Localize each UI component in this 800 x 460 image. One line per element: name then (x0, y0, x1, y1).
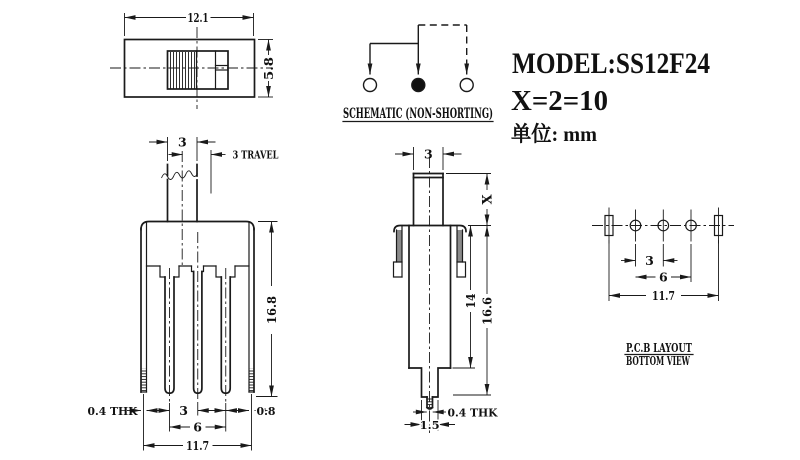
side-view (394, 147, 499, 434)
pcb-caption-line2: BOTTOM VIEW (626, 354, 691, 368)
dim-label-front-thk: 0.4 THK (87, 404, 139, 418)
front-view (88, 135, 279, 454)
side-body-top (394, 226, 466, 232)
dim-label-front-knob-width: 3 (177, 134, 187, 150)
dim-label-pcb-span: 6 (658, 269, 668, 285)
model-number: MODEL:SS12F24 (512, 47, 710, 80)
pcb-crosshairs (609, 208, 719, 244)
terminal-2-common-filled (412, 79, 425, 92)
dim-label-pin-pitch: 3 (179, 403, 188, 418)
dim-label-x: X (480, 194, 496, 205)
terminal-1-open (364, 79, 377, 92)
dim-label-leg: 0.8 (256, 403, 276, 418)
schematic-caption: SCHEMATIC (NON-SHORTING) (343, 106, 493, 122)
dim-label-side-total-height: 16.6 (479, 294, 495, 325)
pcb-view (592, 208, 734, 369)
dim-label-tip-width: 1.5 (419, 418, 440, 432)
dim-label-travel: 3 TRAVEL (232, 147, 279, 162)
units-label: 单位: mm (511, 122, 598, 146)
side-knob (414, 174, 444, 226)
knob-hatching (171, 52, 195, 89)
dim-label-side-knob-width: 3 (424, 146, 433, 162)
dim-label-pcb-pitch: 3 (645, 253, 654, 268)
title-block (511, 47, 710, 146)
dim-label-pcb-total: 11.7 (652, 288, 675, 303)
dim-label-front-height: 16.8 (263, 293, 279, 324)
dim-label-top-height: 5.8 (260, 58, 276, 80)
right-leg-hatch (249, 369, 253, 392)
dim-label-side-thk: 0.4 THK (447, 405, 499, 420)
top-view (110, 10, 276, 109)
dim-label-pin-span: 6 (193, 419, 202, 435)
terminal-3-open (460, 79, 473, 92)
x-equation: X=2=10 (511, 85, 608, 117)
dim-label-front-total: 11.7 (186, 438, 210, 453)
dim-label-body-height: 14 (462, 291, 478, 309)
schematic-view (343, 25, 493, 122)
dim-label-top-length: 12.1 (187, 9, 209, 25)
pcb-caption-line1: P.C.B LAYOUT (626, 341, 693, 355)
front-body-top (141, 222, 254, 230)
left-leg-hatch (142, 369, 146, 392)
